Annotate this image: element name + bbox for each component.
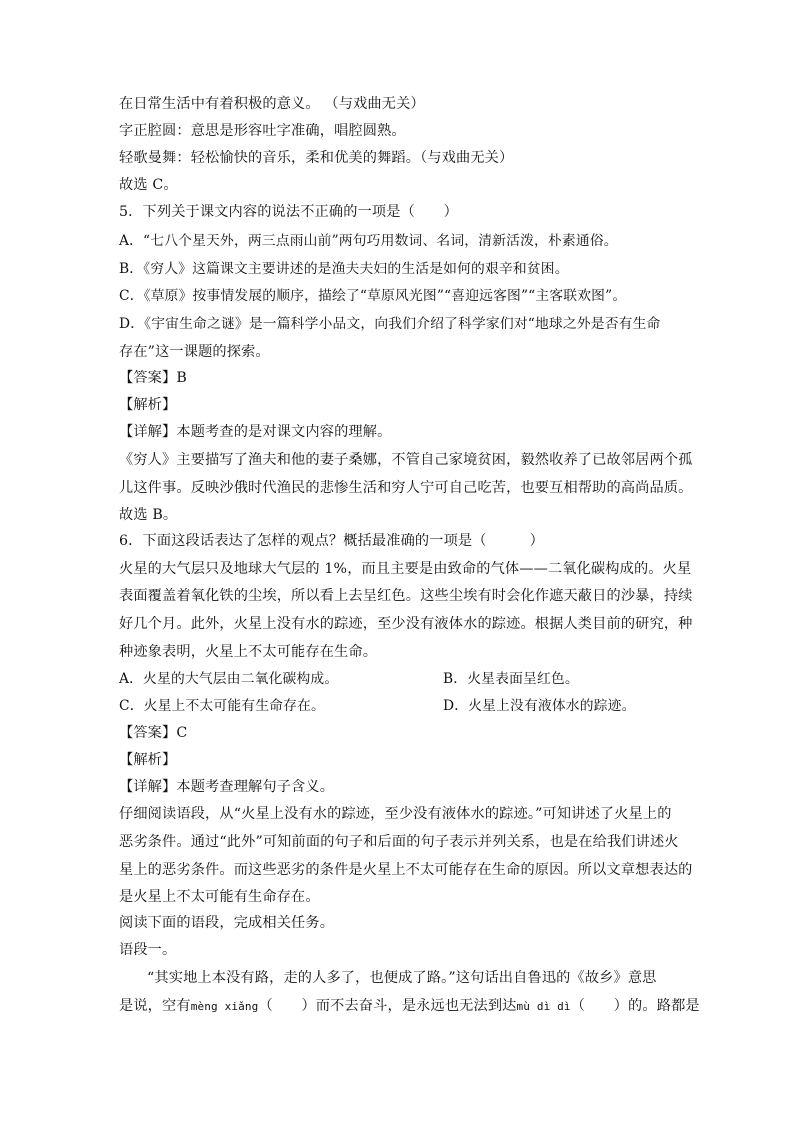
passage-line: 种迹象表明，火星上不太可能存在生命。 (119, 644, 378, 660)
analysis-label: 【解析】 (119, 397, 177, 413)
text-fragment: 是说，空有 (119, 998, 191, 1014)
passage-line: “其实地上本没有路，走的人多了，也便成了路。”这句话出自鲁迅的《故乡》意思 (147, 970, 657, 986)
pinyin-mudidi: mù dì dì (516, 1000, 571, 1013)
text-fragment: （ ）的。路都是 (570, 998, 700, 1014)
text-line: 轻歌曼舞：轻松愉快的音乐，柔和优美的舞蹈。（与戏曲无关） (119, 150, 514, 166)
q5-option-a: A．“七八个星天外，两三点雨山前”两句巧用数词、名词，清新活泼，朴素通俗。 (119, 233, 618, 249)
q5-option-c: C．《草原》按事情发展的顺序，描绘了“草原风光图”“喜迎远客图”“主客联欢图”。 (119, 288, 627, 304)
q6-option-a: A．火星的大气层由二氧化碳构成。 (119, 671, 339, 687)
text-line: 阅读下面的语段，完成相关任务。 (119, 915, 335, 931)
text-fragment: （ ）而不去奋斗，是永远也无法到达 (258, 998, 517, 1014)
question-5: 5．下列关于课文内容的说法不正确的一项是（ ） (119, 204, 458, 220)
detail-label: 【详解】本题考查理解句子含义。 (119, 779, 335, 795)
text-line: 在日常生活中有着积极的意义。 （与戏曲无关） (119, 96, 425, 112)
passage-line: 表面覆盖着氧化铁的尘埃，所以看上去呈红色。这些尘埃有时会化作遮天蔽日的沙暴，持续 (119, 588, 693, 604)
pinyin-mengxiang: mèng xiǎng (190, 1000, 259, 1013)
passage-line-last (119, 993, 700, 1020)
text-line: 儿这件事。反映沙俄时代渔民的悲惨生活和穷人宁可自己吃苦，也要互相帮助的高尚品质。 (119, 480, 693, 496)
analysis-label: 【解析】 (119, 752, 177, 768)
q5-option-d: D．《宇宙生命之谜》是一篇科学小品文，向我们介绍了科学家们对“地球之外是否有生命 (119, 316, 661, 332)
passage-line: 火星的大气层只及地球大气层的 1%，而且主要是由致命的气体——二氧化碳构成的。火星 (119, 561, 692, 577)
text-line: 星上的恶劣条件。而这些恶劣的条件是火星上不太可能存在生命的原因。所以文章想表达的 (119, 862, 693, 878)
text-line: 恶劣条件。通过“此外”可知前面的句子和后面的句子表示并列关系，也是在给我们讲述火 (119, 834, 679, 850)
question-6: 6．下面这段话表达了怎样的观点？概括最准确的一项是（ ） (119, 533, 544, 549)
q6-options-row-2 (119, 693, 325, 720)
q5-option-b: B．《穷人》这篇课文主要讲述的是渔夫夫妇的生活是如何的艰辛和贫困。 (119, 261, 569, 277)
answer-label: 【答案】C (119, 725, 188, 741)
section-label: 语段一。 (119, 942, 177, 958)
text-line: 故选 B。 (119, 507, 178, 523)
passage-line: 好几个月。此外，火星上没有水的踪迹，至少没有液体水的踪迹。根据人类目前的研究，种 (119, 616, 693, 632)
q6-option-d: D．火星上没有液体水的踪迹。 (443, 698, 636, 714)
text-line: 是火星上不太可能有生命存在。 (119, 889, 320, 905)
text-line: 仔细阅读语段，从“火星上没有水的踪迹，至少没有液体水的踪迹。”可知讲述了火星上的 (119, 806, 672, 822)
text-line: 故选 C。 (119, 177, 178, 193)
q6-options-row-1 (119, 666, 338, 693)
q6-option-b: B．火星表面呈红色。 (443, 671, 579, 687)
q6-option-c: C．火星上不太可能有生命存在。 (119, 698, 325, 714)
text-line: 《穷人》主要描写了渔夫和他的妻子桑娜，不管自己家境贫困，毅然收养了已故邻居两个孤 (119, 452, 693, 468)
detail-label: 【详解】本题考查的是对课文内容的理解。 (119, 424, 392, 440)
text-line: 存在”这一课题的探索。 (119, 344, 270, 360)
text-line: 字正腔圆：意思是形容吐字准确，唱腔圆熟。 (119, 123, 406, 139)
answer-label: 【答案】B (119, 370, 187, 386)
